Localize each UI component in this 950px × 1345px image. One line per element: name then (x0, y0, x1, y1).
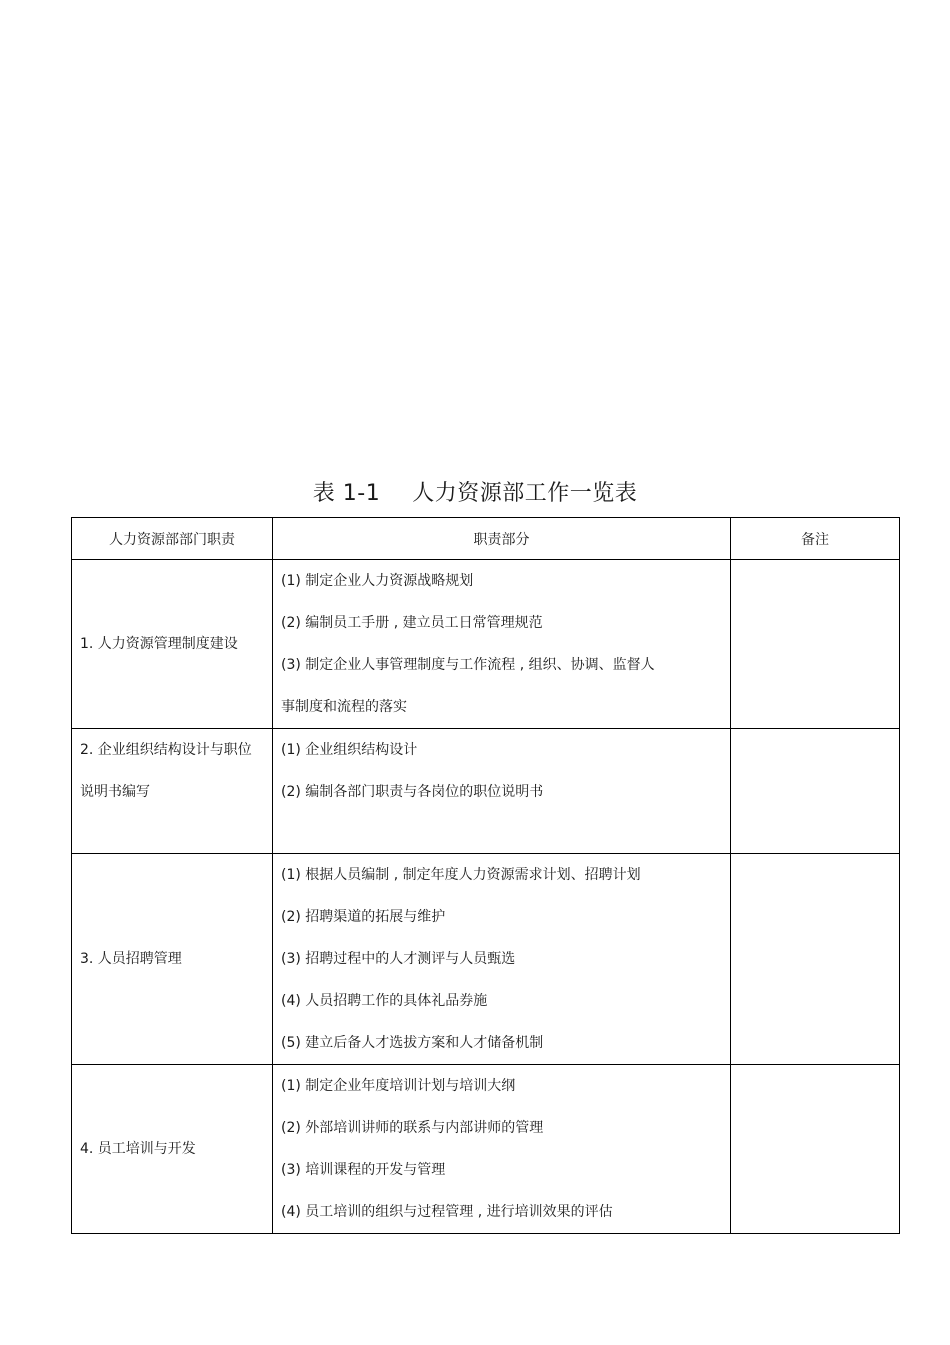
table-header-row (72, 518, 900, 560)
category-text: 4. 员工培训与开发 (80, 1141, 196, 1157)
category-cell (72, 854, 273, 1065)
duty-item: (1) 制定企业年度培训计划与培训大纲 (281, 1078, 516, 1094)
category-text: 3. 人员招聘管理 (80, 951, 182, 967)
table-row (72, 729, 900, 854)
duties-table (71, 517, 900, 1234)
column-header-dept-duty: 人力资源部部门职责 (72, 518, 273, 560)
table-row (72, 854, 900, 1065)
category-cell (72, 560, 273, 729)
table-row (72, 560, 900, 729)
duty-item: (2) 编制员工手册 , 建立员工日常管理规范 (281, 615, 543, 631)
category-cell (72, 1065, 273, 1234)
duties-cell (273, 729, 731, 854)
duty-item: (1) 企业组织结构设计 (281, 742, 418, 758)
column-header-duty-parts: 职责部分 (273, 518, 731, 560)
table-title-text: 人力资源部工作一览表 (412, 481, 638, 506)
duties-cell (273, 1065, 731, 1234)
table-row (72, 1065, 900, 1234)
duties-cell (273, 560, 731, 729)
category-text: 2. 企业组织结构设计与职位说明书编写 (80, 742, 252, 800)
column-header-notes: 备注 (731, 518, 900, 560)
duty-item: (4) 员工培训的组织与过程管理 , 进行培训效果的评估 (281, 1204, 613, 1220)
duty-item: (1) 根据人员编制 , 制定年度人力资源需求计划、招聘计划 (281, 867, 641, 883)
duty-item: (3) 招聘过程中的人才测评与人员甄选 (281, 951, 516, 967)
duties-cell (273, 854, 731, 1065)
note-cell (731, 729, 900, 854)
duty-item: (5) 建立后备人才选拔方案和人才储备机制 (281, 1035, 544, 1051)
duty-item: 事制度和流程的落实 (281, 699, 407, 715)
note-cell (731, 854, 900, 1065)
note-cell (731, 1065, 900, 1234)
duty-item: (4) 人员招聘工作的具体礼品券施 (281, 993, 488, 1009)
table-title (0, 476, 950, 507)
duty-item: (2) 招聘渠道的拓展与维护 (281, 909, 446, 925)
duty-item: (1) 制定企业人力资源战略规划 (281, 573, 474, 589)
note-cell (731, 560, 900, 729)
category-cell (72, 729, 273, 854)
table-number: 表 1-1 (312, 481, 381, 506)
duty-item: (2) 编制各部门职责与各岗位的职位说明书 (281, 784, 544, 800)
duty-item: (3) 制定企业人事管理制度与工作流程 , 组织、协调、监督人 (281, 657, 655, 673)
category-text: 1. 人力资源管理制度建设 (80, 636, 238, 652)
duty-item: (3) 培训课程的开发与管理 (281, 1162, 446, 1178)
duty-item: (2) 外部培训讲师的联系与内部讲师的管理 (281, 1120, 544, 1136)
